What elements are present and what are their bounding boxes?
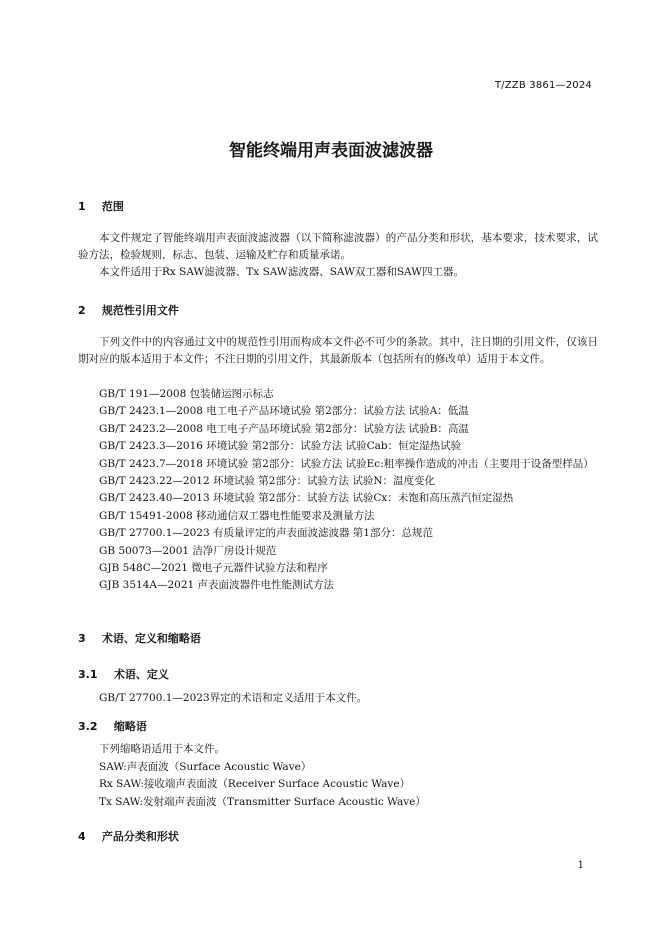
section-3-heading xyxy=(78,630,201,646)
section-1-paragraph-1: 本文件规定了智能终端用声表面波滤波器（以下简称滤波器）的产品分类和形状，基本要求，技术要求，试验方法，检验规则，标志、包装、运输及贮存和质量承诺。 xyxy=(78,232,598,261)
section-number: 4 xyxy=(78,830,86,843)
abbreviation-item: Rx SAW:接收端声表面波（Receiver Surface Acoustic Wave） xyxy=(99,778,411,790)
section-number: 1 xyxy=(78,200,86,213)
section-title: 规范性引用文件 xyxy=(101,304,179,317)
reference-item: GJB 3514A—2021 声表面波器件电性能测试方法 xyxy=(99,579,335,592)
reference-item: GB/T 2423.40—2013 环境试验 第2部分：试验方法 试验Cx：未饱和高压蒸汽恒定湿热 xyxy=(99,492,514,505)
section-1-heading xyxy=(78,198,124,214)
document-title: 智能终端用声表面波滤波器 xyxy=(229,141,433,161)
section-2-intro: 下列文件中的内容通过文中的规范性引用而构成本文件必不可少的条款。其中，注日期的引用文件，仅该日期对应的版本适用于本文件；不注日期的引用文件，其最新版本（包括所有的修改单）适用于本文件。 xyxy=(78,336,598,365)
normative-reference-list xyxy=(78,386,598,595)
section-title: 术语、定义 xyxy=(113,668,169,681)
section-3-2-heading xyxy=(78,718,147,734)
section-title: 缩略语 xyxy=(113,720,147,733)
section-number: 3 xyxy=(78,632,86,645)
section-2-heading xyxy=(78,302,179,318)
section-number: 3.1 xyxy=(78,668,98,681)
abbreviation-item: Tx SAW:发射端声表面波（Transmitter Surface Acoustic Wave） xyxy=(99,795,426,808)
reference-item: GB/T 27700.1—2023 有质量评定的声表面波滤波器 第1部分：总规范 xyxy=(99,527,433,540)
section-number: 2 xyxy=(78,304,86,317)
reference-item: GB/T 191—2008 包装储运图示标志 xyxy=(99,388,274,400)
section-1-paragraph-2: 本文件适用于Rx SAW滤波器、Tx SAW滤波器、SAW双工器和SAW四工器。 xyxy=(99,266,464,278)
abbreviation-intro: 下列缩略语适用于本文件。 xyxy=(99,743,225,755)
section-title: 产品分类和形状 xyxy=(101,830,179,843)
reference-item: GB/T 2423.22—2012 环境试验 第2部分：试验方法 试验N：温度变化 xyxy=(99,475,436,488)
section-number: 3.2 xyxy=(78,720,98,733)
section-3-1-paragraph: GB/T 27700.1—2023界定的术语和定义适用于本文件。 xyxy=(99,692,368,704)
section-3-1-heading xyxy=(78,666,169,682)
abbreviation-item: SAW:声表面波（Surface Acoustic Wave） xyxy=(99,760,312,773)
reference-item: GB/T 2423.1—2008 电工电子产品环境试验 第2部分：试验方法 试验A：低温 xyxy=(99,405,469,418)
reference-item: GB/T 2423.2—2008 电工电子产品环境试验 第2部分：试验方法 试验B：高温 xyxy=(99,422,469,435)
section-4-heading xyxy=(78,828,179,844)
abbreviation-list xyxy=(78,741,598,811)
reference-item: GJB 548C—2021 微电子元器件试验方法和程序 xyxy=(99,562,328,575)
reference-item: GB/T 15491-2008 移动通信双工器电性能要求及测量方法 xyxy=(99,509,375,522)
standard-code: T/ZZB 3861—2024 xyxy=(494,80,592,91)
page-number: 1 xyxy=(577,860,584,871)
reference-item: GB/T 2423.3—2016 环境试验 第2部分：试验方法 试验Cab：恒定湿热试验 xyxy=(99,440,462,453)
section-title: 术语、定义和缩略语 xyxy=(101,632,201,645)
reference-item: GB 50073—2001 洁净厂房设计规范 xyxy=(99,544,277,557)
section-title: 范围 xyxy=(101,200,124,213)
reference-item: GB/T 2423.7—2018 环境试验 第2部分：试验方法 试验Ec:粗率操作造成的冲击（主要用于设备型样品） xyxy=(99,457,594,470)
